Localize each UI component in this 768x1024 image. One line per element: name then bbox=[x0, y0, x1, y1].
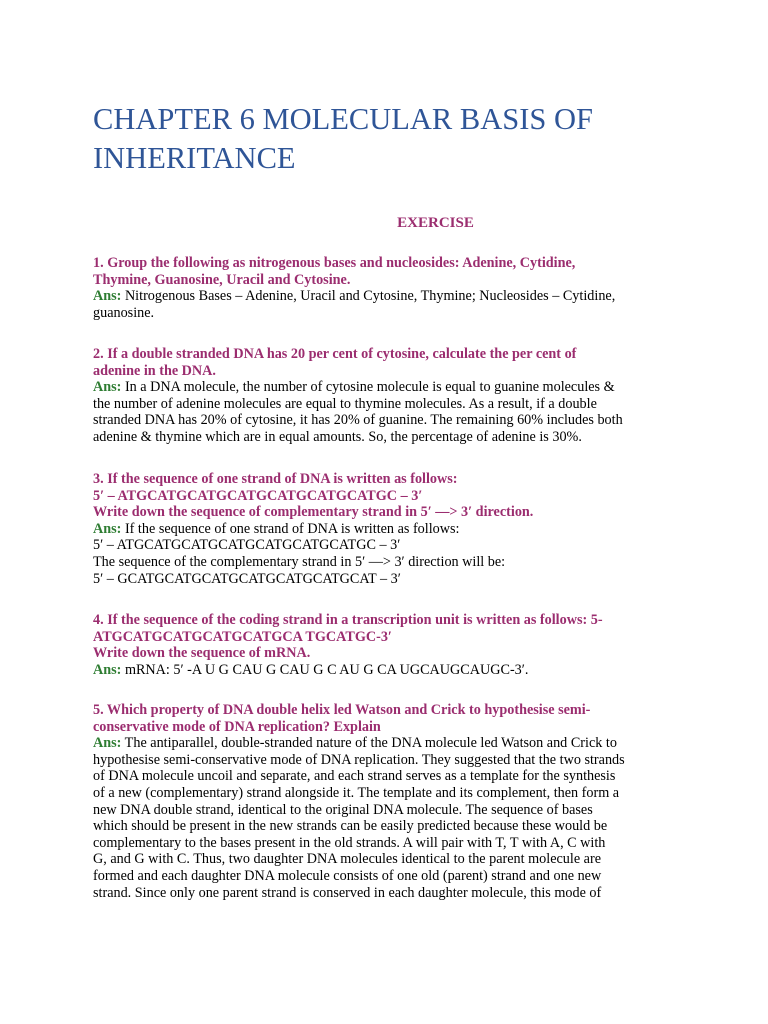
answer-line: complementary to the bases present in the old strands. A will pair with T, T with A, C with bbox=[93, 834, 606, 851]
answer-line: Ans: In a DNA molecule, the number of cytosine molecule is equal to guanine molecules & bbox=[93, 379, 615, 396]
answer-text bbox=[93, 662, 683, 679]
answer-label: Ans: bbox=[93, 735, 122, 752]
answer-line: 5′ – GCATGCATGCATGCATGCATGCATGCAT – 3′ bbox=[93, 570, 401, 587]
question-line: conservative mode of DNA replication? Explain bbox=[93, 718, 381, 735]
answer-line: G, and G with C. Thus, two daughter DNA molecules identical to the parent molecule are bbox=[93, 851, 601, 868]
answer-line: Ans: Nitrogenous Bases – Adenine, Uracil and Cytosine, Thymine; Nucleosides – Cytidine, bbox=[93, 288, 616, 305]
answer-line: new DNA double strand, identical to the original DNA molecule. The sequence of bases bbox=[93, 801, 593, 818]
question-line: 5′ – ATGCATGCATGCATGCATGCATGCATGC – 3′ bbox=[93, 487, 423, 504]
answer-line: strand. Since only one parent strand is conserved in each daughter molecule, this mode of bbox=[93, 884, 602, 901]
question-block-4 bbox=[93, 612, 683, 678]
question-line: 2. If a double stranded DNA has 20 per cent of cytosine, calculate the per cent of bbox=[93, 346, 577, 362]
answer-line: stranded DNA has 20% of cytosine, it has 20% of guanine. The remaining 60% includes both bbox=[93, 412, 623, 429]
question-text bbox=[93, 612, 683, 662]
question-text bbox=[93, 471, 683, 521]
answer-line: 5′ – ATGCATGCATGCATGCATGCATGCATGC – 3′ bbox=[93, 537, 401, 554]
exercise-heading: EXERCISE bbox=[397, 215, 474, 231]
question-block-1 bbox=[93, 255, 683, 321]
question-text bbox=[93, 255, 683, 288]
answer-text bbox=[93, 521, 683, 587]
answer-label: Ans: bbox=[93, 520, 122, 537]
question-block-2 bbox=[93, 346, 683, 446]
question-line: Write down the sequence of mRNA. bbox=[93, 645, 311, 662]
question-line: 3. If the sequence of one strand of DNA is written as follows: bbox=[93, 471, 458, 487]
answer-line: of DNA molecule uncoil and separate, and each strand serves as a template for the synthesis bbox=[93, 768, 616, 785]
answer-label: Ans: bbox=[93, 661, 122, 678]
question-line: adenine in the DNA. bbox=[93, 362, 216, 379]
question-block-3 bbox=[93, 471, 683, 587]
answer-line: of a new (complementary) strand alongside it. The template and its complement, then form a bbox=[93, 784, 620, 801]
answer-line: The sequence of the complementary strand in 5′ —> 3′ direction will be: bbox=[93, 553, 506, 570]
answer-line: formed and each daughter DNA molecule consists of one old (parent) strand and one new bbox=[93, 867, 602, 884]
question-text bbox=[93, 702, 683, 735]
question-line: Write down the sequence of complementary strand in 5′ —> 3′ direction. bbox=[93, 504, 534, 521]
answer-label: Ans: bbox=[93, 288, 122, 305]
answer-text bbox=[93, 735, 683, 901]
answer-line: Ans: mRNA: 5′ -A U G CAU G CAU G C AU G CA UGCAUGCAUGC-3′. bbox=[93, 661, 529, 678]
answer-line: the number of adenine molecules are equal to thymine molecules. As a result, if a double bbox=[93, 395, 597, 412]
answer-line: adenine & thymine which are in equal amounts. So, the percentage of adenine is 30%. bbox=[93, 428, 582, 445]
question-block-5 bbox=[93, 702, 683, 901]
answer-line: Ans: If the sequence of one strand of DNA is written as follows: bbox=[93, 520, 460, 537]
answer-text bbox=[93, 288, 683, 321]
answer-line: Ans: The antiparallel, double-stranded nature of the DNA molecule led Watson and Crick to bbox=[93, 735, 617, 752]
question-line: 1. Group the following as nitrogenous bases and nucleosides: Adenine, Cytidine, bbox=[93, 255, 576, 271]
question-line: ATGCATGCATGCATGCATGCA TGCATGC-3′ bbox=[93, 628, 392, 645]
answer-line: hypothesise semi-conservative mode of DNA replication. They suggested that the two strands bbox=[93, 751, 625, 768]
question-line: 5. Which property of DNA double helix led Watson and Crick to hypothesise semi- bbox=[93, 702, 591, 718]
question-line: Thymine, Guanosine, Uracil and Cytosine. bbox=[93, 271, 351, 288]
chapter-title: CHAPTER 6 MOLECULAR BASIS OF INHERITANCE bbox=[93, 102, 593, 175]
answer-label: Ans: bbox=[93, 379, 122, 396]
answer-line: which should be present in the new strands can be easily predicted because these would be bbox=[93, 818, 608, 835]
question-text bbox=[93, 346, 683, 379]
answer-text bbox=[93, 379, 683, 445]
question-line: 4. If the sequence of the coding strand in a transcription unit is written as follows: 5- bbox=[93, 612, 603, 628]
answer-line: guanosine. bbox=[93, 304, 155, 321]
